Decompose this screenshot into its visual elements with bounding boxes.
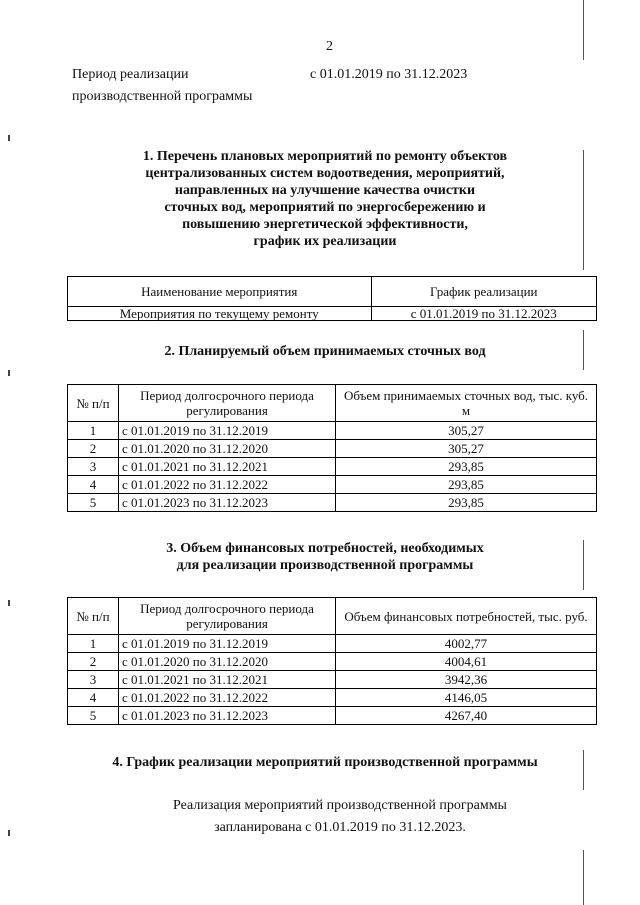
amount-cell: 4004,61	[336, 653, 597, 671]
measures-table	[67, 276, 597, 321]
amount-cell: 4002,77	[336, 635, 597, 653]
section3-title	[60, 540, 590, 574]
scan-edge-line	[583, 0, 584, 60]
row-number-cell: 5	[68, 707, 119, 725]
scan-mark	[8, 135, 10, 141]
section1-title-line: централизованных систем водоотведения, мероприятий,	[145, 166, 505, 181]
table-row	[68, 653, 597, 671]
page-number: 2	[326, 39, 333, 54]
row-number-cell: 2	[68, 440, 119, 458]
table-row	[68, 635, 597, 653]
period-cell: с 01.01.2023 по 31.12.2023	[119, 494, 336, 512]
column-header: Период долгосрочного периода регулирования	[119, 598, 336, 635]
table-header-row	[68, 385, 597, 422]
volume-cell: 305,27	[336, 440, 597, 458]
volume-cell: 293,85	[336, 458, 597, 476]
table-row	[68, 422, 597, 440]
period-cell: с 01.01.2019 по 31.12.2019	[119, 635, 336, 653]
row-number-cell: 4	[68, 689, 119, 707]
scan-mark	[8, 600, 10, 606]
section1-title-line: график их реализации	[253, 234, 397, 249]
row-number-cell: 3	[68, 458, 119, 476]
period-cell: с 01.01.2020 по 31.12.2020	[119, 440, 336, 458]
section2-title: 2. Планируемый объем принимаемых сточных вод	[164, 344, 486, 359]
table-row	[68, 458, 597, 476]
scan-mark	[8, 830, 10, 836]
column-header: Наименование мероприятия	[68, 277, 372, 307]
row-number-cell: 1	[68, 422, 119, 440]
section1-title-line: 1. Перечень плановых мероприятий по ремонту объектов	[142, 149, 508, 164]
section4-body: Реализация мероприятий производственной программы запланирована с 01.01.2019 по 31.12.2023.	[173, 798, 507, 835]
volume-cell: 293,85	[336, 494, 597, 512]
period-cell: с 01.01.2019 по 31.12.2019	[119, 422, 336, 440]
measure-schedule-cell: с 01.01.2019 по 31.12.2023	[371, 307, 596, 321]
table-row	[68, 671, 597, 689]
column-header: Объем финансовых потребностей, тыс. руб.	[336, 598, 597, 635]
measure-name-cell: Мероприятия по текущему ремонту	[68, 307, 372, 321]
row-number-cell: 1	[68, 635, 119, 653]
row-number-cell: 2	[68, 653, 119, 671]
column-header: № п/п	[68, 385, 119, 422]
row-number-cell: 4	[68, 476, 119, 494]
period-cell: с 01.01.2022 по 31.12.2022	[119, 689, 336, 707]
period-cell: с 01.01.2023 по 31.12.2023	[119, 707, 336, 725]
section1-title-line: сточных вод, мероприятий по энергосбережению и	[164, 200, 486, 215]
scan-mark	[8, 370, 10, 376]
amount-cell: 4267,40	[336, 707, 597, 725]
financial-needs-table	[67, 597, 597, 725]
volume-cell: 305,27	[336, 422, 597, 440]
volume-cell: 293,85	[336, 476, 597, 494]
table-row	[68, 440, 597, 458]
column-header: № п/п	[68, 598, 119, 635]
period-cell: с 01.01.2020 по 31.12.2020	[119, 653, 336, 671]
section1-title-line: направленных на улучшение качества очистки	[174, 183, 476, 198]
period-label: Период реализации производственной программы	[72, 67, 253, 104]
period-cell: с 01.01.2022 по 31.12.2022	[119, 476, 336, 494]
wastewater-volume-table	[67, 384, 597, 512]
table-row	[68, 476, 597, 494]
section1-title-line: повышению энергетической эффективности,	[182, 217, 468, 232]
column-header: Объем принимаемых сточных вод, тыс. куб. м	[336, 385, 597, 422]
amount-cell: 4146,05	[336, 689, 597, 707]
table-row	[68, 494, 597, 512]
row-number-cell: 3	[68, 671, 119, 689]
table-row	[68, 707, 597, 725]
table-header-row	[68, 277, 597, 307]
table-row	[68, 689, 597, 707]
period-cell: с 01.01.2021 по 31.12.2021	[119, 458, 336, 476]
section3-title-line: для реализации производственной программы	[176, 558, 474, 573]
scan-edge-line	[583, 850, 584, 905]
section3-title-line: 3. Объем финансовых потребностей, необходимых	[166, 541, 484, 556]
column-header: График реализации	[371, 277, 596, 307]
period-cell: с 01.01.2021 по 31.12.2021	[119, 671, 336, 689]
row-number-cell: 5	[68, 494, 119, 512]
period-value: с 01.01.2019 по 31.12.2023	[310, 67, 468, 82]
column-header: Период долгосрочного периода регулирования	[119, 385, 336, 422]
amount-cell: 3942,36	[336, 671, 597, 689]
section1-title	[60, 148, 590, 250]
table-header-row	[68, 598, 597, 635]
table-row	[68, 307, 597, 321]
section4-title: 4. График реализации мероприятий производственной программы	[112, 755, 538, 770]
